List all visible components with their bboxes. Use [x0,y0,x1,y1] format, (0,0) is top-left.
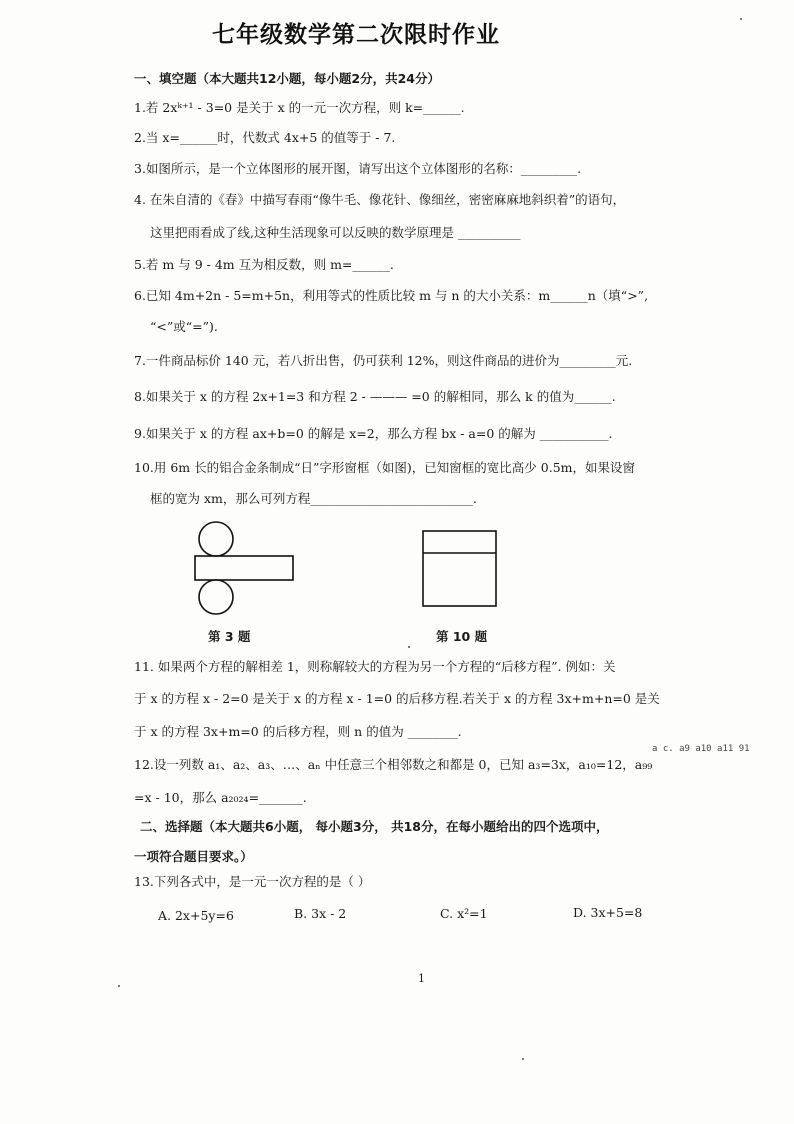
question-11-line2: 于 x 的方程 x - 2=0 是关于 x 的方程 x - 1=0 的后移方程.若关于 x 的方程 3x+m+n=0 是关 [134,691,660,706]
question-12-line1: 12.设一列数 a₁、a₂、a₃、…、aₙ 中任意三个相邻数之和都是 0，已知 a₃=3x，a₁₀=12，a₉₉ [134,757,653,772]
question-1: 1.若 2xᵏ⁺¹ - 3=0 是关于 x 的一元一次方程，则 k=______. [134,100,465,115]
scan-speck [408,646,410,648]
page-title: 七年级数学第二次限时作业 [212,22,500,48]
figure-10-caption: 第 10 题 [436,629,488,644]
section2-heading-line1: 二、选择题（本大题共6小题， 每小题3分， 共18分，在每小题给出的四个选项中， [140,819,609,834]
option-b: B. 3x - 2 [294,906,347,921]
figure-3-caption: 第 3 题 [208,629,251,644]
question-6-line1: 6.已知 4m+2n - 5=m+5n，利用等式的性质比较 m 与 n 的大小关系：m______n（填“>”, [134,288,649,303]
question-12-line2: =x - 10，那么 a₂₀₂₄=_______. [134,790,307,805]
section1-heading: 一、填空题（本大题共12小题，每小题2分，共24分） [134,71,440,86]
question-4-line1: 4. 在朱自清的《春》中描写春雨“像牛毛、像花针、像细丝，密密麻麻地斜织着”的语句， [134,192,626,207]
question-4-line2: 这里把雨看成了线,这种生活现象可以反映的数学原理是 __________ [150,225,521,240]
top-circle [199,522,233,556]
section2-heading-line2: 一项符合题目要求。） [134,849,253,864]
question-9: 9.如果关于 x 的方程 ax+b=0 的解是 x=2，那么方程 bx - a=0 的解为 ___________. [134,426,613,441]
question-10-line1: 10.用 6m 长的铝合金条制成“日”字形窗框（如图)，已知窗框的宽比高少 0.5m，如果设窗 [134,460,635,475]
option-d: D. 3x+5=8 [573,905,643,920]
figure-window-frame [420,528,500,610]
question-10-line2: 框的宽为 xm，那么可列方程__________________________. [150,491,477,506]
question-11-line1: 11. 如果两个方程的解相差 1，则称解较大的方程为另一个方程的“后移方程”. 例如：关 [134,659,616,674]
option-c: C. x²=1 [440,906,488,921]
question-6-line2: “<”或“=”). [150,319,218,334]
figure-cylinder-net [188,520,300,620]
question-8: 8.如果关于 x 的方程 2x+1=3 和方程 2 - ——— =0 的解相同，那么 k 的值为______. [134,389,616,404]
window-outer-frame [423,531,496,606]
handwritten-note: a c. a9 a10 a11 91 [652,744,750,754]
question-7: 7.一件商品标价 140 元，若八折出售，仍可获利 12%，则这件商品的进价为_________元. [134,353,633,368]
option-a: A. 2x+5y=6 [158,908,234,923]
lateral-rectangle [195,556,293,580]
question-11-line3: 于 x 的方程 3x+m=0 的后移方程，则 n 的值为 ________. [134,724,462,739]
question-13-stem: 13.下列各式中，是一元一次方程的是（ ） [134,874,371,889]
page-number: 1 [418,972,425,985]
question-5: 5.若 m 与 9 - 4m 互为相反数，则 m=______. [134,257,394,272]
bottom-circle [199,580,233,614]
scan-speck [522,1058,524,1060]
scan-speck [740,18,742,20]
scan-speck [118,985,120,987]
question-3: 3.如图所示，是一个立体图形的展开图，请写出这个立体图形的名称：_________. [134,161,582,176]
question-2: 2.当 x=______时，代数式 4x+5 的值等于 - 7. [134,130,396,145]
